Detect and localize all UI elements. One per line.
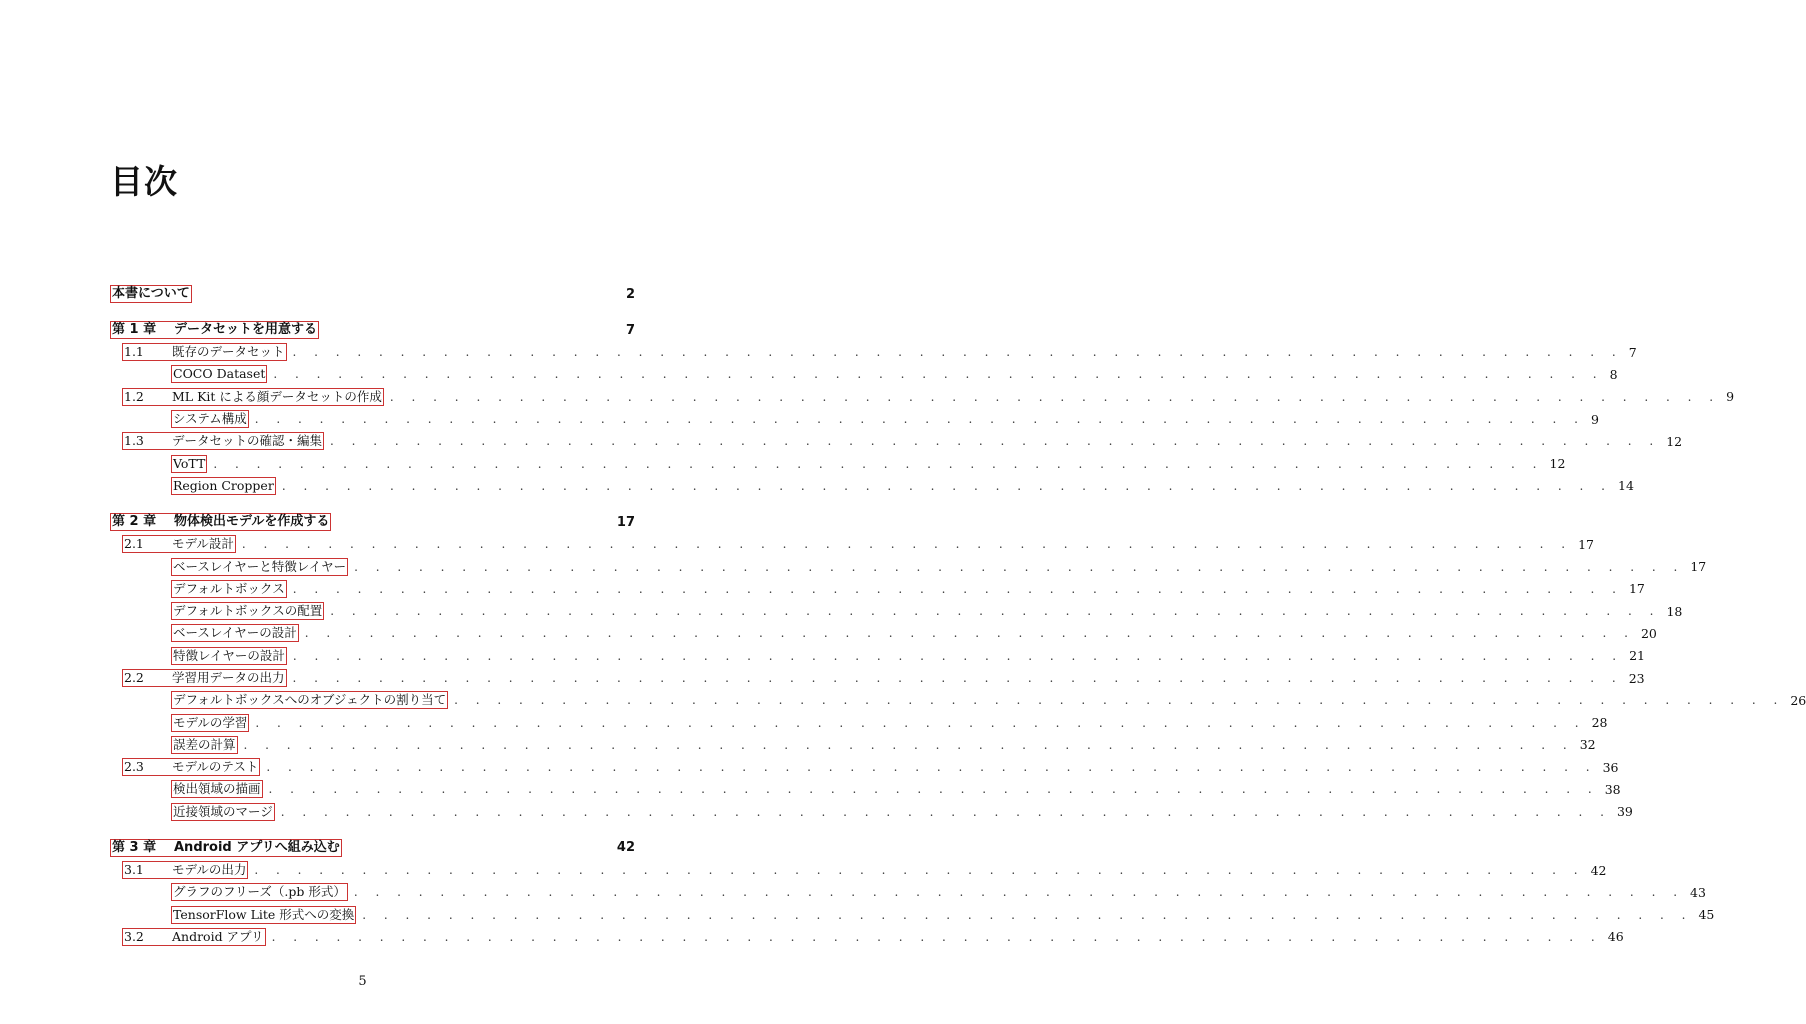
toc-page: 38 [1604, 781, 1621, 797]
toc-page: 45 [1698, 907, 1715, 923]
toc-section-3-1 [110, 859, 1607, 881]
toc-page: 12 [1666, 433, 1683, 449]
toc-page: 2 [625, 286, 635, 302]
toc-page: 36 [1602, 759, 1619, 775]
toc-chapter-1 [110, 319, 635, 341]
toc-subsection [110, 904, 1715, 926]
toc-subsection [110, 555, 1707, 577]
toc-section-3-2 [110, 926, 1624, 948]
section-title: Android アプリ [172, 928, 264, 944]
section-number: 2.2 [124, 670, 144, 685]
page-number: 5 [358, 974, 367, 989]
toc-page: 32 [1579, 737, 1596, 753]
section-title: モデル設計 [172, 536, 234, 552]
toc-subsection [110, 801, 1633, 823]
toc-link-chapter-3[interactable] [110, 839, 342, 857]
toc-chapter-3 [110, 837, 635, 859]
page-title: 目次 [110, 162, 178, 201]
toc-subsection [110, 734, 1596, 756]
toc-page: 23 [1628, 670, 1645, 686]
leader-dots: . . . . . . . . . . . . . . . . . . . . . . . . . . . . . . . . . . . . . . . . . . . . . . . . . . . . . . . . . . . . . . [241, 537, 1573, 552]
toc-page: 9 [1726, 389, 1735, 405]
toc-link-subsection[interactable]: 検出領域の描画 [173, 781, 261, 797]
leader-dots: . . . . . . . . . . . . . . . . . . . . . . . . . . . . . . . . . . . . . . . . . . . . . . . . . . . . . . . . . . . . . . [243, 737, 1574, 752]
toc-subsection [110, 711, 1608, 733]
leader-dots: . . . . . . . . . . . . . . . . . . . . . . . . . . . . . . . . . . . . . . . . . . . . . . . . . . . . . . . . . . . . . . [292, 345, 1623, 360]
leader-dots: . . . . . . . . . . . . . . . . . . . . . . . . . . . . . . . . . . . . . . . . . . . . . . . . . . . . . . . . . . . . . . [280, 804, 1611, 819]
toc-page: 17 [616, 514, 635, 530]
leader-dots: . . . . . . . . . . . . . . . . . . . . . . . . . . . . . . . . . . . . . . . . . . . . . . . . . . . . . . . . . . . . . . [255, 715, 1586, 730]
leader-dots: . . . . . . . . . . . . . . . . . . . . . . . . . . . . . . . . . . . . . . . . . . . . . . . . . . . . . . . . . . . . . . [292, 671, 1623, 685]
toc-page: 26 [1790, 692, 1806, 708]
toc-page: 20 [1640, 625, 1657, 641]
toc-link-subsection[interactable]: 特徴レイヤーの設計 [173, 647, 285, 663]
toc-page: 8 [1609, 366, 1618, 382]
section-number: 3.2 [124, 928, 144, 944]
toc-page: 17 [1628, 581, 1645, 597]
section-number: 2.3 [124, 759, 144, 775]
leader-dots: . . . . . . . . . . . . . . . . . . . . . . . . . . . . . . . . . . . . . . . . . . . . . . . . . . . . . . . . . . . . . . [273, 367, 1604, 382]
leader-dots: . . . . . . . . . . . . . . . . . . . . . . . . . . . . . . . . . . . . . . . . . . . . . . . . . . . . . . . . . . . . . . [330, 604, 1661, 619]
toc-page: 39 [1616, 804, 1633, 820]
toc-page: 18 [1666, 603, 1683, 619]
toc-link-section-2-3[interactable] [122, 758, 260, 776]
toc-section-1-3 [110, 430, 1683, 452]
toc-page: 14 [1618, 478, 1634, 494]
leader-dots: . . . . . . . . . . . . . . . . . . . . . . . . . . . . . . . . . . . . . . . . . . . . . . . . . . . . . . . . . . . . . . [292, 648, 1624, 663]
toc-link-chapter-2[interactable] [110, 513, 331, 531]
leader-dots: . . . . . . . . . . . . . . . . . . . . . . . . . . . . . . . . . . . . . . . . . . . . . . . . . . . . . . . . . . . . . . [354, 559, 1685, 574]
toc-link-subsection[interactable]: デフォルトボックスの配置 [173, 603, 323, 619]
toc-subsection [110, 363, 1618, 385]
section-title: 既存のデータセット [172, 344, 285, 360]
toc-page: 42 [616, 840, 635, 856]
section-title: ML Kit による顔データセットの作成 [172, 388, 382, 404]
toc-page: 9 [1590, 411, 1599, 427]
toc-link-subsection[interactable]: TensorFlow Lite 形式への変換 [173, 906, 355, 922]
toc-subsection [110, 622, 1657, 644]
leader-dots: . . . . . . . . . . . . . . . . . . . . . . . . . . . . . . . . . . . . . . . . . . . . . . . . . . . . . . . . . . . . . . [213, 456, 1544, 471]
toc-subsection [110, 408, 1599, 430]
toc-link-section-2-1[interactable] [122, 535, 236, 553]
leader-dots: . . . . . . . . . . . . . . . . . . . . . . . . . . . . . . . . . . . . . . . . . . . . . . . . . . . . . . . . . . . . . . [281, 478, 1612, 493]
toc-page: 12 [1549, 456, 1566, 472]
toc-subsection [110, 475, 1634, 497]
toc-link-subsection[interactable]: 誤差の計算 [173, 736, 236, 752]
toc-section-2-2 [110, 667, 1645, 689]
leader-dots: . . . . . . . . . . . . . . . . . . . . . . . . . . . . . . . . . . . . . . . . . . . . . . . . . . . . . . . . . . . . . . [389, 389, 1721, 404]
chapter-title: 物体検出モデルを作成する [174, 514, 330, 530]
toc-link-subsection[interactable]: ベースレイヤーの設計 [173, 625, 297, 641]
toc-subsection [110, 881, 1706, 903]
toc-page: 28 [1591, 715, 1608, 731]
leader-dots: . . . . . . . . . . . . . . . . . . . . . . . . . . . . . . . . . . . . . . . . . . . . . . . . . . . . . . . . . . . . . . [266, 760, 1597, 775]
section-number: 1.1 [124, 344, 144, 360]
section-number: 3.1 [124, 862, 144, 878]
toc-page: 46 [1607, 929, 1624, 945]
toc-subsection [110, 778, 1621, 800]
toc-subsection [110, 689, 1806, 711]
section-number: 1.3 [124, 433, 144, 449]
toc-subsection [110, 578, 1645, 600]
toc-page: 21 [1629, 648, 1645, 664]
section-number: 1.2 [124, 388, 144, 404]
leader-dots: . . . . . . . . . . . . . . . . . . . . . . . . . . . . . . . . . . . . . . . . . . . . . . . . . . . . . . . . . . . . . . [268, 782, 1599, 797]
toc-section-1-2 [110, 386, 1735, 408]
toc-link-section-3-2[interactable] [122, 928, 266, 946]
toc-subsection [110, 452, 1566, 474]
leader-dots: . . . . . . . . . . . . . . . . . . . . . . . . . . . . . . . . . . . . . . . . . . . . . . . . . . . . . . . . . . . . . . [271, 929, 1602, 944]
toc-link-subsection[interactable]: Region Cropper [173, 477, 274, 493]
toc-link-subsection[interactable]: グラフのフリーズ（.pb 形式） [173, 884, 346, 900]
toc-link-subsection[interactable]: デフォルトボックスへのオブジェクトの割り当て [173, 692, 447, 708]
toc-page: 43 [1690, 884, 1706, 900]
chapter-title: Android アプリへ組み込む [174, 839, 340, 855]
toc-entry-intro [110, 283, 635, 305]
toc-section-2-3 [110, 756, 1619, 778]
toc-link-chapter-1[interactable] [110, 321, 319, 339]
chapter-number: 第 2 章 [112, 514, 157, 530]
leader-dots: . . . . . . . . . . . . . . . . . . . . . . . . . . . . . . . . . . . . . . . . . . . . . . . . . . . . . . . . . . . . . . [254, 412, 1585, 427]
section-title: データセットの確認・編集 [172, 433, 323, 449]
toc-page: 7 [1628, 344, 1637, 360]
section-title: モデルのテスト [172, 759, 259, 775]
leader-dots: . . . . . . . . . . . . . . . . . . . . . . . . . . . . . . . . . . . . . . . . . . . . . . . . . . . . . . . . . . . . . . [304, 626, 1635, 641]
toc-link-section-1-3[interactable] [122, 432, 324, 450]
leader-dots: . . . . . . . . . . . . . . . . . . . . . . . . . . . . . . . . . . . . . . . . . . . . . . . . . . . . . . . . . . . . . . [362, 907, 1693, 922]
toc-link-intro[interactable] [110, 285, 192, 303]
toc-link-section-2-2[interactable] [122, 669, 287, 687]
toc-section-1-1 [110, 341, 1637, 363]
toc-page: 42 [1590, 862, 1607, 878]
chapter-title: データセットを用意する [174, 322, 318, 337]
toc-link-subsection[interactable]: COCO Dataset [173, 366, 266, 382]
section-title: モデルの出力 [172, 862, 247, 878]
chapter-number: 第 3 章 [112, 839, 157, 855]
toc-link-subsection[interactable]: モデルの学習 [173, 714, 248, 730]
toc-link-section-1-1[interactable] [122, 343, 287, 361]
toc-link-section-3-1[interactable] [122, 861, 248, 879]
section-title: 学習用データの出力 [172, 670, 285, 685]
toc-link-subsection[interactable]: システム構成 [173, 411, 247, 427]
toc-link-section-1-2[interactable] [122, 388, 384, 406]
toc-page: 7 [625, 322, 635, 338]
table-of-contents [110, 283, 1806, 948]
toc-chapter-2 [110, 511, 635, 533]
leader-dots: . . . . . . . . . . . . . . . . . . . . . . . . . . . . . . . . . . . . . . . . . . . . . . . . . . . . . . . . . . . . . . [330, 434, 1661, 449]
leader-dots: . . . . . . . . . . . . . . . . . . . . . . . . . . . . . . . . . . . . . . . . . . . . . . . . . . . . . . . . . . . . . . [254, 863, 1585, 878]
leader-dots: . . . . . . . . . . . . . . . . . . . . . . . . . . . . . . . . . . . . . . . . . . . . . . . . . . . . . . . . . . . . . . [292, 581, 1623, 596]
section-number: 2.1 [124, 536, 144, 552]
toc-page: 17 [1690, 559, 1707, 575]
toc-subsection [110, 600, 1683, 622]
toc-subsection [110, 645, 1645, 667]
toc-link-subsection[interactable]: デフォルトボックス [173, 580, 285, 596]
toc-link-subsection[interactable]: VoTT [173, 455, 206, 471]
leader-dots: . . . . . . . . . . . . . . . . . . . . . . . . . . . . . . . . . . . . . . . . . . . . . . . . . . . . . . . . . . . . . . [454, 693, 1785, 708]
chapter-number: 第 1 章 [112, 322, 157, 337]
toc-section-2-1 [110, 533, 1594, 555]
toc-page: 17 [1578, 536, 1594, 552]
toc-link-subsection[interactable]: 近接領域のマージ [173, 803, 273, 819]
leader-dots: . . . . . . . . . . . . . . . . . . . . . . . . . . . . . . . . . . . . . . . . . . . . . . . . . . . . . . . . . . . . . . [353, 885, 1685, 900]
toc-link-subsection[interactable]: ベースレイヤーと特徴レイヤー [173, 558, 347, 574]
toc-label: 本書について [112, 286, 190, 301]
